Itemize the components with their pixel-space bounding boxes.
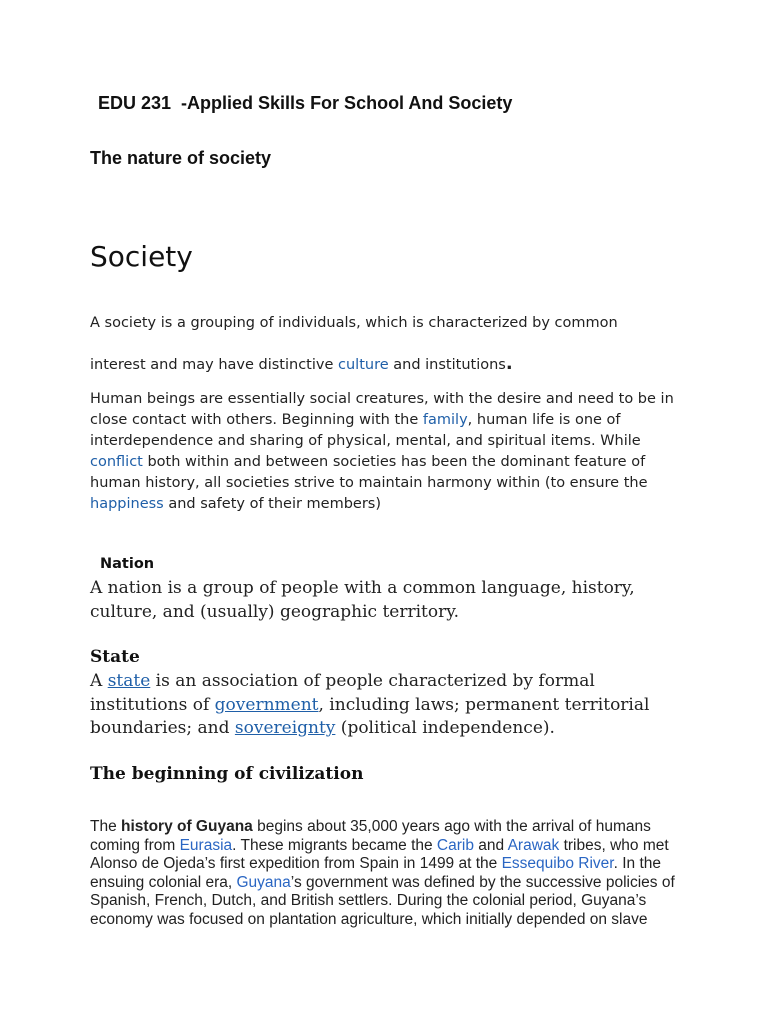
- paragraph-text: Human beings are essentially social creatures, with the desire and need to be in close contact with others. Beginning with the: [90, 391, 674, 428]
- state-link[interactable]: state: [107, 671, 151, 691]
- history-text: The: [90, 818, 122, 835]
- state-heading: State: [90, 647, 140, 667]
- state-text: (political independence).: [335, 718, 555, 738]
- civilization-heading: The beginning of civilization: [90, 764, 364, 784]
- eurasia-link[interactable]: Eurasia: [179, 836, 233, 854]
- guyana-link[interactable]: Guyana: [236, 873, 291, 891]
- history-text: ’s government was defined by the successive policies of Spanish, French, Dutch, and British settlers. During the colonial period, Guyana’s economy was focused on plantation agriculture, which initially depended on slave: [90, 873, 675, 928]
- history-text: and: [473, 836, 508, 854]
- conflict-link[interactable]: conflict: [90, 454, 143, 470]
- history-text: begins about 35,000 years ago with the arrival of humans coming from: [90, 818, 651, 854]
- page-subtitle: The nature of society: [90, 148, 272, 168]
- society-heading: Society: [90, 240, 193, 273]
- culture-link[interactable]: culture: [338, 357, 389, 373]
- society-definition-line1: A society is a grouping of individuals, which is characterized by common: [90, 315, 618, 331]
- paragraph-text: , human life is one of interdependence and sharing of physical, mental, and spiritual items. While: [90, 412, 641, 449]
- course-title: EDU 231 -Applied Skills For School And Society: [98, 93, 513, 113]
- society-paragraph: [90, 389, 680, 515]
- state-text: A: [90, 671, 108, 691]
- definition-text: interest and may have distinctive: [90, 357, 339, 373]
- paragraph-text: and safety of their members): [163, 496, 382, 512]
- carib-link[interactable]: Carib: [436, 836, 474, 854]
- nation-definition: A nation is a group of people with a common language, history, culture, and (usually) geographic territory.: [90, 578, 635, 622]
- history-of-guyana-bold: history of Guyana: [121, 818, 253, 835]
- arawak-link[interactable]: Arawak: [507, 836, 560, 854]
- nation-heading: Nation: [100, 556, 155, 572]
- society-definition-line2: [90, 353, 690, 374]
- history-text: . In the ensuing colonial era,: [90, 855, 661, 891]
- state-text: is an association of people characterized by formal institutions of: [90, 671, 595, 715]
- sovereignty-link[interactable]: sovereignty: [234, 718, 336, 738]
- guyana-history-paragraph: [90, 818, 690, 930]
- definition-period: .: [505, 353, 513, 374]
- paragraph-text: both within and between societies has been the dominant feature of human history, all societies strive to maintain harmony within (to ensure the: [90, 454, 648, 491]
- essequibo-river-link[interactable]: Essequibo River: [501, 855, 614, 873]
- definition-text: and institutions: [388, 357, 506, 373]
- happiness-link[interactable]: happiness: [90, 496, 164, 512]
- state-definition: [90, 670, 690, 741]
- history-text: tribes, who met Alonso de Ojeda’s first expedition from Spain in 1499 at the: [90, 836, 669, 873]
- history-text: . These migrants became the: [232, 836, 437, 854]
- government-link[interactable]: government: [214, 694, 319, 715]
- family-link[interactable]: family: [422, 412, 468, 428]
- state-text: , including laws; permanent territorial boundaries; and: [90, 694, 650, 738]
